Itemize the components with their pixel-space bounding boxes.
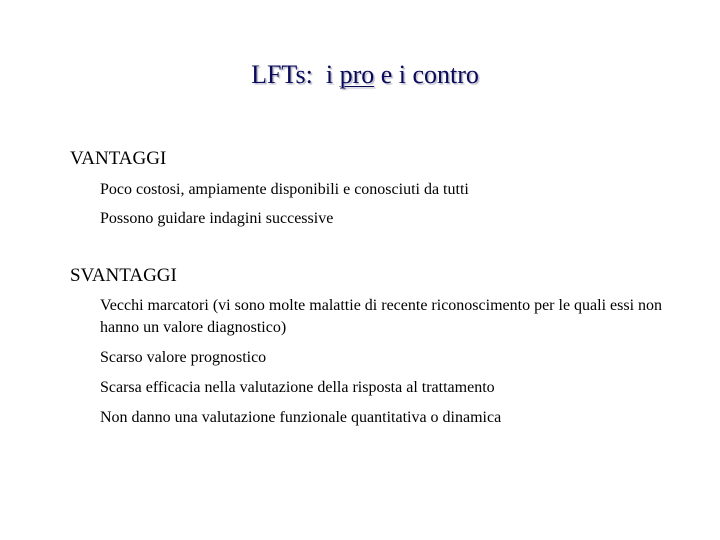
svantaggi-item: Scarsa efficacia nella valutazione della risposta al trattamento bbox=[100, 379, 495, 396]
vantaggi-section bbox=[70, 148, 700, 229]
svantaggi-item: Vecchi marcatori (vi sono molte malattie di recente riconoscimento per le quali essi non hanno un valore diagnostico) bbox=[100, 297, 663, 336]
title-suffix: e i contro bbox=[374, 60, 479, 89]
svantaggi-list bbox=[70, 295, 700, 429]
vantaggi-list bbox=[70, 179, 700, 229]
vantaggi-item: Poco costosi, ampiamente disponibili e conosciuti da tutti bbox=[100, 181, 469, 198]
title-prefix: LFTs: i bbox=[251, 60, 340, 89]
svantaggi-item: Non danno una valutazione funzionale quantitativa o dinamica bbox=[100, 409, 502, 426]
slide-title bbox=[0, 60, 720, 90]
title-pro-underlined: pro bbox=[339, 60, 375, 89]
svantaggi-item: Scarso valore prognostico bbox=[100, 349, 267, 366]
svantaggi-heading: SVANTAGGI bbox=[70, 265, 177, 286]
vantaggi-heading: VANTAGGI bbox=[70, 148, 167, 169]
vantaggi-item: Possono guidare indagini successive bbox=[100, 210, 334, 227]
svantaggi-section bbox=[70, 265, 700, 429]
